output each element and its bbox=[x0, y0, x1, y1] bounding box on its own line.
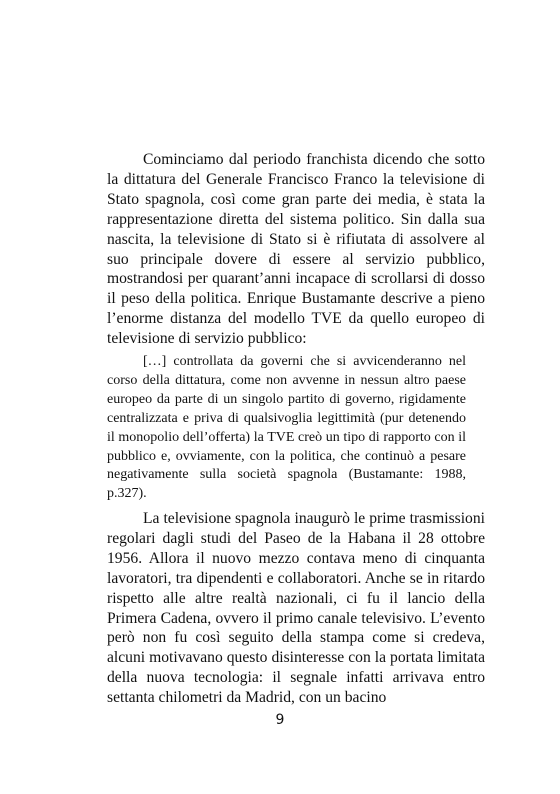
block-quote: […] controllata da governi che si avvicenderanno nel corso della dittatura, come non avvenne in nessun altro paese europeo da parte di un singolo partito di governo, rigidamente centralizzata e priva di qualsivoglia legittimità (pur detenendo il monopolio dell’offerta) la TVE creò un tipo di rapporto con il pubblico e, ovviamente, con la politica, che continuò a pesare negativamente sulla società spagnola (Bustamante: 1988, p.327). bbox=[107, 354, 466, 502]
page-number: 9 bbox=[275, 712, 285, 728]
body-paragraph: La televisione spagnola inaugurò le prime trasmissioni regolari dagli studi del Paseo de la Habana il 28 ottobre 1956. Allora il nuovo mezzo contava meno di cinquanta lavoratori, tra dipendenti e collaboratori. Anche se in ritardo rispetto alle altre realtà nazionali, ci fu il lancio della Primera Cadena, ovvero il primo canale televisivo. L’evento però non fu così seguito della stampa come si credeva, alcuni motivavano questo disinteresse con la portata limitata della nuova tecnologia: il segnale infatti arrivava entro settanta chilometri da Madrid, con un bacino bbox=[107, 510, 485, 707]
body-paragraph: Cominciamo dal periodo franchista dicendo che sotto la dittatura del Generale Francisco Franco la televisione di Stato spagnola, così come gran parte dei media, è stata la rappresentazione diretta del sistema politico. Sin dalla sua nascita, la televisione di Stato si è rifiutata di assolvere al suo principale dovere di essere al servizio pubblico, mostrandosi per quarant’anni incapace di scrollarsi di dosso il peso della politica. Enrique Bustamante descrive a pieno l’enorme distanza del modello TVE da quello europeo di televisione di servizio pubblico: bbox=[107, 151, 485, 348]
